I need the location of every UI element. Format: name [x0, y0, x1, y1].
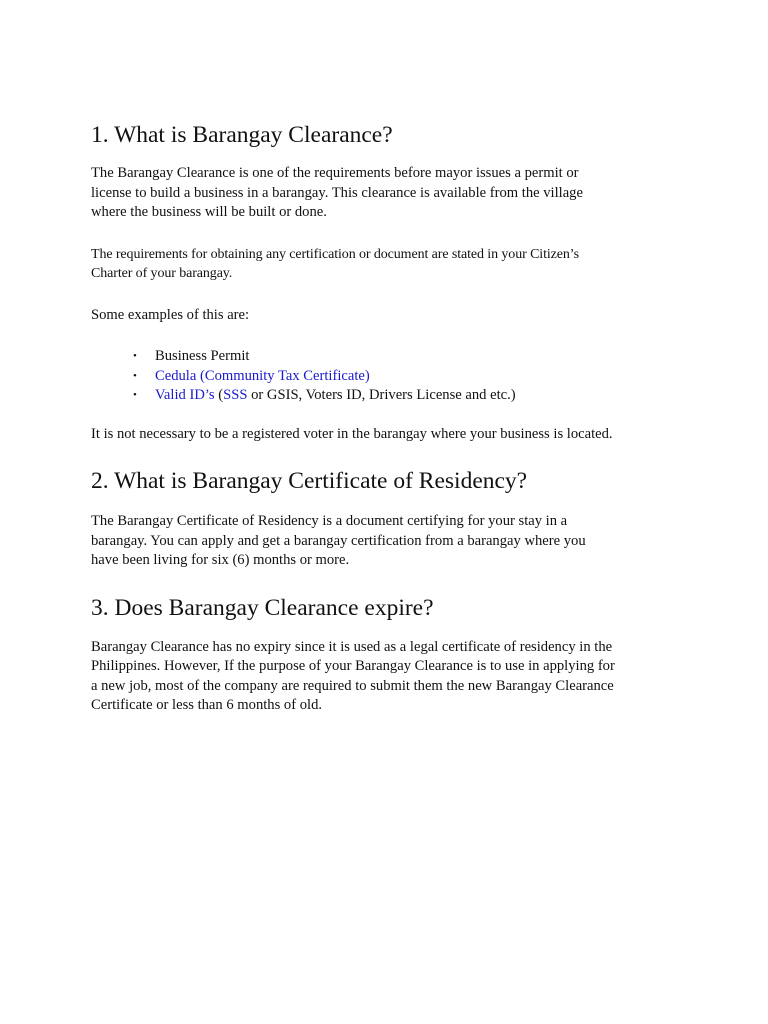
paragraph-examples-intro: Some examples of this are:	[91, 306, 250, 323]
list-item-label: Business Permit	[155, 348, 250, 364]
valid-ids-link[interactable]: Valid ID’s	[155, 387, 215, 403]
bullet-icon: •	[133, 369, 137, 382]
list-item	[133, 386, 691, 406]
list-item-text: (	[214, 387, 224, 403]
text-line: Philippines. However, If the purpose of your Barangay Clearance is to use in applying for	[91, 658, 615, 674]
list-item-text: or GSIS, Voters ID, Drivers License and etc.)	[247, 387, 516, 403]
section-heading-clearance-expire: 3. Does Barangay Clearance expire?	[91, 594, 434, 621]
cedula-link[interactable]: Cedula (Community Tax Certificate)	[155, 367, 370, 384]
section-heading-what-is-clearance: 1. What is Barangay Clearance?	[91, 122, 393, 148]
section-heading-certificate-of-residency: 2. What is Barangay Certificate of Residency?	[91, 468, 528, 494]
text-line: The Barangay Clearance is one of the requirements before mayor issues a permit or	[91, 165, 579, 181]
paragraph-residency-definition	[91, 512, 691, 571]
paragraph-voter-note: It is not necessary to be a registered voter in the barangay where your business is located.	[91, 425, 613, 442]
sss-link[interactable]: SSS	[223, 387, 248, 403]
text-line: Charter of your barangay.	[91, 266, 233, 281]
paragraph-requirements	[91, 245, 691, 284]
paragraph-clearance-definition	[91, 164, 691, 223]
list-item	[133, 367, 691, 387]
text-line: The Barangay Certificate of Residency is a document certifying for your stay in a	[91, 513, 568, 529]
bullet-icon: •	[133, 389, 137, 401]
text-line: barangay. You can apply and get a barangay certification from a barangay where you	[91, 532, 586, 549]
text-line: a new job, most of the company are required to submit them the new Barangay Clearance	[91, 677, 614, 694]
bullet-icon: •	[133, 350, 137, 362]
text-line: Barangay Clearance has no expiry since it is used as a legal certificate of residency in the	[91, 638, 613, 655]
list-item	[133, 347, 691, 367]
examples-list	[91, 347, 691, 406]
document-page	[91, 120, 691, 716]
paragraph-expiry	[91, 638, 691, 716]
text-line: license to build a business in a barangay. This clearance is available from the village	[91, 184, 583, 201]
text-line: where the business will be built or done.	[91, 204, 327, 220]
text-line: The requirements for obtaining any certification or document are stated in your Citizen’s	[91, 246, 579, 262]
text-line: have been living for six (6) months or more.	[91, 552, 350, 568]
text-line: Certificate or less than 6 months of old.	[91, 697, 323, 713]
